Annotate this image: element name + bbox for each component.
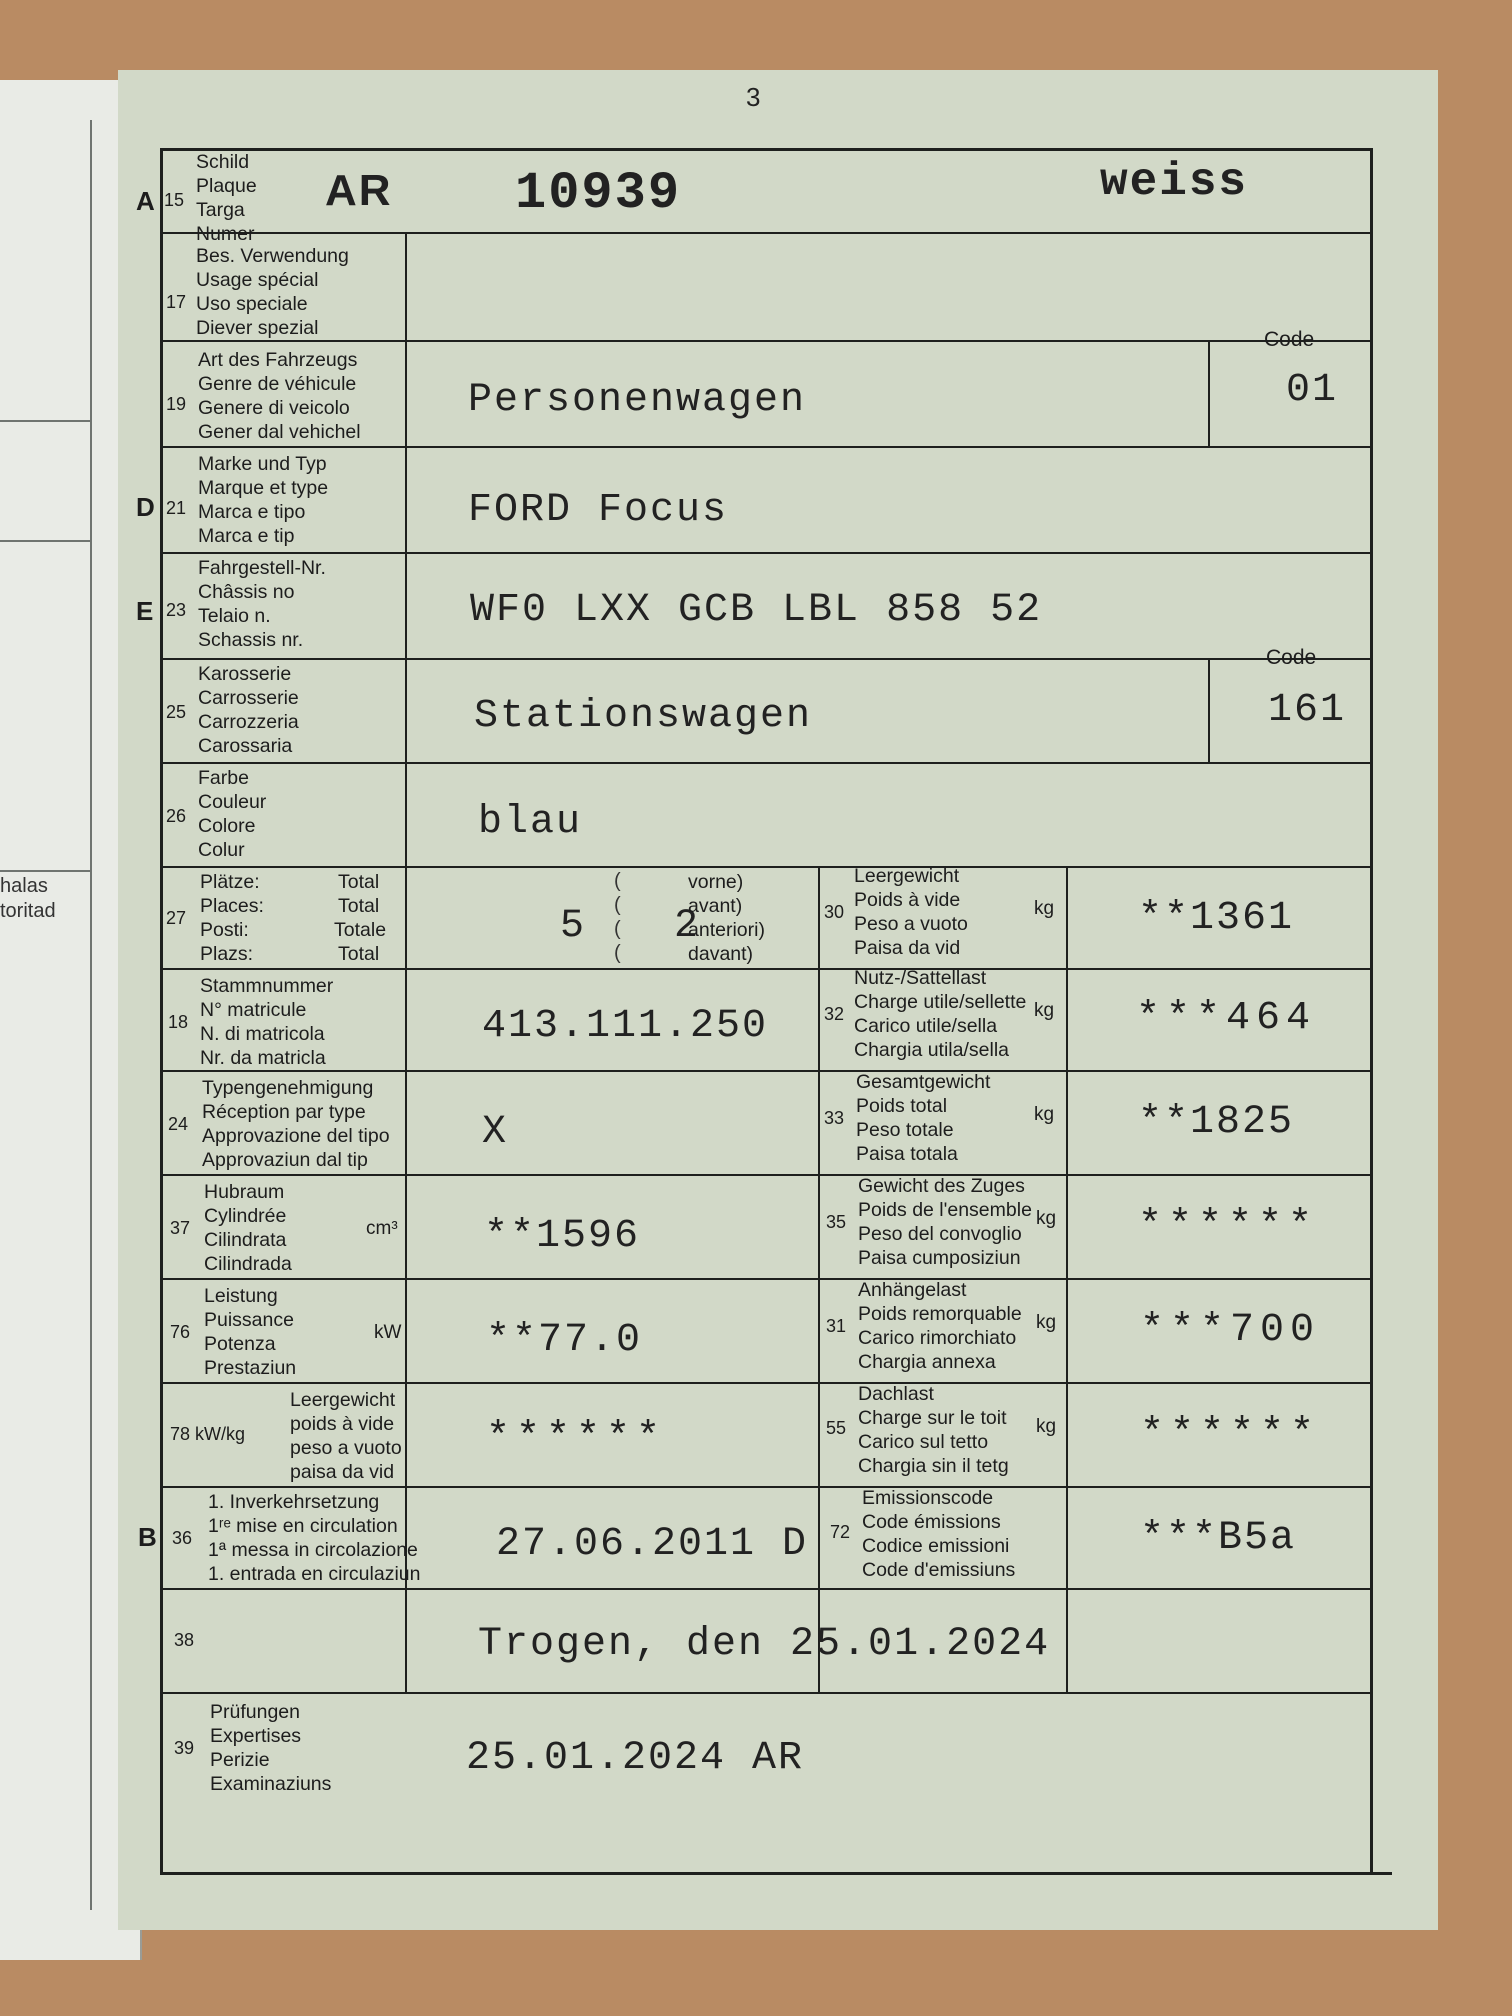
color-label: Farbe	[198, 767, 249, 789]
first-registration-value: 27.06.2011 D	[496, 1522, 809, 1567]
first-registration-label: 1ª messa in circolazione	[208, 1539, 418, 1561]
body-value: Stationswagen	[474, 694, 813, 739]
inspections-label: Perizie	[210, 1749, 270, 1771]
left-page-frame	[0, 120, 92, 1910]
roof-load-label: Charge sur le toit	[858, 1407, 1007, 1429]
unit-kg: kg	[1034, 1104, 1055, 1125]
field-number: 24	[168, 1114, 189, 1134]
chassis-label: Telaio n.	[198, 605, 271, 627]
field-number: 76	[170, 1322, 191, 1342]
displacement-label: Cilindrada	[204, 1253, 292, 1275]
displacement-value: **1596	[484, 1214, 641, 1259]
emission-code-label: Code émissions	[862, 1511, 1001, 1533]
train-weight-label: Gewicht des Zuges	[858, 1175, 1025, 1197]
type-approval-label: Typengenehmigung	[202, 1077, 374, 1099]
field-number: 72	[830, 1522, 851, 1542]
inspections-label: Examinaziuns	[210, 1773, 332, 1795]
field-number: 26	[166, 806, 187, 826]
seats-paren: (	[614, 918, 621, 940]
payload-label: Nutz-/Sattellast	[854, 967, 987, 989]
row-divider	[160, 658, 1372, 660]
roof-load-value: ******	[1140, 1412, 1321, 1457]
empty-weight-label: Poids à vide	[854, 889, 961, 911]
plate-number-value: 10939	[515, 164, 682, 223]
color-label: Couleur	[198, 791, 267, 813]
frame-right	[1370, 148, 1373, 1874]
type-approval-label: Approvazione del tipo	[202, 1125, 390, 1147]
middle-column-divider	[818, 866, 820, 1692]
first-registration-label: 1. entrada en circulaziun	[208, 1563, 421, 1585]
total-weight-label: Paisa totala	[856, 1143, 958, 1165]
power-weight-label: peso a vuoto	[290, 1437, 402, 1459]
displacement-label: Hubraum	[204, 1181, 285, 1203]
inspections-label: Prüfungen	[210, 1701, 300, 1723]
page-number: 3	[746, 82, 761, 112]
trailer-load-label: Carico rimorchiato	[858, 1327, 1017, 1349]
unit-kg: kg	[1034, 898, 1055, 919]
payload-label: Chargia utila/sella	[854, 1039, 1010, 1061]
chassis-label: Châssis no	[198, 581, 295, 603]
weight-value-divider	[1066, 866, 1068, 1692]
registration-number-label: N° matricule	[200, 999, 307, 1021]
field-number: 30	[824, 902, 845, 922]
emission-code-label: Codice emissioni	[862, 1535, 1010, 1557]
plate-canton: AR	[325, 166, 393, 215]
vehicle-type-label: Genere di veicolo	[198, 397, 350, 419]
trailer-load-label: Chargia annexa	[858, 1351, 996, 1373]
empty-weight-label: Leergewicht	[854, 865, 960, 887]
seats-label: Plazs:	[200, 943, 254, 965]
unit-kg: kg	[1036, 1416, 1057, 1437]
chassis-label: Fahrgestell-Nr.	[198, 557, 326, 579]
field-number: 33	[824, 1108, 845, 1128]
left-page-divider	[0, 540, 90, 542]
payload-label: Charge utile/sellette	[854, 991, 1027, 1013]
empty-weight-label: Paisa da vid	[854, 937, 961, 959]
body-label: Karosserie	[198, 663, 292, 685]
unit-kw: kW	[374, 1322, 402, 1343]
field-number: 31	[826, 1316, 847, 1336]
field-number: 78 kW/kg	[170, 1424, 246, 1444]
row-divider	[160, 1486, 1372, 1488]
vehicle-type-code-label: Code	[1264, 328, 1315, 351]
code-column-divider	[1208, 340, 1210, 446]
total-weight-label: Gesamtgewicht	[856, 1071, 991, 1093]
plate-label: Schild	[196, 151, 250, 173]
body-label: Carrosserie	[198, 687, 299, 709]
train-weight-label: Peso del convoglio	[858, 1223, 1022, 1245]
row-divider	[160, 1174, 1372, 1176]
unit-kg: kg	[1036, 1312, 1057, 1333]
seats-paren: (	[614, 894, 621, 916]
left-page-fragment: halas	[0, 875, 48, 897]
place-date-value: Trogen, den 25.01.2024	[478, 1622, 1051, 1667]
vehicle-type-value: Personenwagen	[468, 378, 807, 423]
first-registration-label: 1ʳᵉ mise en circulation	[208, 1515, 398, 1537]
train-weight-value: ******	[1138, 1204, 1319, 1249]
field-number: 15	[164, 190, 185, 210]
emission-code-label: Emissionscode	[862, 1487, 994, 1509]
emission-code-label: Code d'emissiuns	[862, 1559, 1016, 1581]
plate-label: Plaque	[196, 175, 257, 197]
field-number: 38	[174, 1630, 195, 1650]
field-number: 19	[166, 394, 187, 414]
chassis-value: WF0 LXX GCB LBL 858 52	[470, 588, 1043, 633]
frame-left	[160, 148, 163, 1874]
color-label: Colur	[198, 839, 245, 861]
roof-load-label: Chargia sin il tetg	[858, 1455, 1009, 1477]
code-column-divider	[1208, 658, 1210, 762]
plate-color-value: weiss	[1100, 156, 1249, 208]
seats-total-value: 5	[560, 904, 587, 949]
empty-weight-label: Peso a vuoto	[854, 913, 968, 935]
train-weight-label: Paisa cumposiziun	[858, 1247, 1021, 1269]
make-model-label: Marque et type	[198, 477, 329, 499]
body-code-label: Code	[1266, 646, 1317, 669]
vehicle-type-label: Genre de véhicule	[198, 373, 357, 395]
unit-kg: kg	[1034, 1000, 1055, 1021]
seats-front-label: vorne)	[688, 871, 744, 893]
seats-label: Places:	[200, 895, 264, 917]
field-number: 21	[166, 498, 187, 518]
power-weight-label: Leergewicht	[290, 1389, 396, 1411]
row-divider	[160, 1382, 1372, 1384]
row-divider	[160, 340, 1372, 342]
displacement-label: Cylindrée	[204, 1205, 287, 1227]
train-weight-label: Poids de l'ensemble	[858, 1199, 1032, 1221]
side-letter-e: E	[136, 596, 154, 626]
side-letter-a: A	[136, 186, 155, 216]
row-divider	[160, 446, 1372, 448]
body-label: Carrozzeria	[198, 711, 299, 733]
seats-label: Plätze:	[200, 871, 260, 893]
type-approval-label: Réception par type	[202, 1101, 366, 1123]
row-divider	[160, 762, 1372, 764]
vehicle-type-label: Gener dal vehichel	[198, 421, 361, 443]
left-page-divider	[0, 420, 90, 422]
make-model-label: Marca e tip	[198, 525, 295, 547]
frame-top	[160, 148, 1370, 151]
trailer-load-value: ***700	[1140, 1308, 1321, 1353]
power-value: **77.0	[486, 1318, 643, 1363]
side-letter-b: B	[138, 1522, 157, 1552]
seats-front-label: anteriori)	[688, 919, 765, 941]
unit-kg: kg	[1036, 1208, 1057, 1229]
field-number: 36	[172, 1528, 193, 1548]
plate-label: Targa	[196, 199, 245, 221]
registration-number-label: Stammnummer	[200, 975, 334, 997]
row-divider	[160, 1588, 1372, 1590]
seats-total-label: Total	[338, 895, 380, 917]
make-model-label: Marke und Typ	[198, 453, 327, 475]
color-value: blau	[478, 800, 583, 845]
field-number: 23	[166, 600, 187, 620]
seats-total-label: Totale	[334, 919, 387, 941]
power-label: Prestaziun	[204, 1357, 297, 1379]
seats-total-label: Total	[338, 943, 380, 965]
payload-value: ***464	[1136, 996, 1317, 1041]
seats-label: Posti:	[200, 919, 249, 941]
emission-code-value: ***B5a	[1140, 1516, 1297, 1561]
trailer-load-label: Anhängelast	[858, 1279, 967, 1301]
field-number: 17	[166, 292, 187, 312]
left-page-fragment: toritad	[0, 900, 56, 922]
power-weight-label: poids à vide	[290, 1413, 395, 1435]
plate-label: Numer	[196, 223, 255, 245]
power-label: Leistung	[204, 1285, 278, 1307]
make-model-label: Marca e tipo	[198, 501, 306, 523]
row-divider	[160, 1278, 1372, 1280]
label-column-divider	[405, 232, 407, 1692]
row-divider	[160, 968, 1372, 970]
inspections-value: 25.01.2024 AR	[466, 1736, 805, 1781]
registration-number-value: 413.111.250	[482, 1004, 769, 1049]
make-model-value: FORD Focus	[468, 488, 729, 533]
row-divider	[160, 1070, 1372, 1072]
roof-load-label: Carico sul tetto	[858, 1431, 989, 1453]
left-page-divider	[0, 870, 90, 872]
body-label: Carossaria	[198, 735, 293, 757]
side-letter-d: D	[136, 492, 155, 522]
field-number: 25	[166, 702, 187, 722]
field-number: 55	[826, 1418, 847, 1438]
field-number: 37	[170, 1218, 191, 1238]
trailer-load-label: Poids remorquable	[858, 1303, 1022, 1325]
registration-number-label: Nr. da matricla	[200, 1047, 326, 1069]
special-use-label: Uso speciale	[196, 293, 308, 315]
type-approval-value: X	[482, 1110, 509, 1155]
seats-front-label: davant)	[688, 943, 754, 965]
total-weight-value: **1825	[1138, 1100, 1295, 1145]
empty-weight-value: **1361	[1138, 896, 1295, 941]
vehicle-type-label: Art des Fahrzeugs	[198, 349, 358, 371]
total-weight-label: Peso totale	[856, 1119, 954, 1141]
special-use-label: Bes. Verwendung	[196, 245, 349, 267]
field-number: 35	[826, 1212, 847, 1232]
total-weight-label: Poids total	[856, 1095, 948, 1117]
field-number: 39	[174, 1738, 195, 1758]
chassis-label: Schassis nr.	[198, 629, 304, 651]
row-divider	[160, 232, 1372, 234]
power-weight-value: ******	[486, 1416, 667, 1461]
color-label: Colore	[198, 815, 256, 837]
body-code: 161	[1268, 688, 1347, 733]
field-number: 18	[168, 1012, 189, 1032]
frame-bottom	[160, 1872, 1392, 1875]
power-label: Puissance	[204, 1309, 294, 1331]
unit-cm3: cm³	[366, 1218, 398, 1239]
seats-front-value: 2	[674, 904, 701, 949]
inspections-label: Expertises	[210, 1725, 302, 1747]
vehicle-type-code: 01	[1286, 368, 1339, 413]
field-number: 27	[166, 908, 187, 928]
seats-paren: (	[614, 942, 621, 964]
payload-label: Carico utile/sella	[854, 1015, 998, 1037]
seats-total-label: Total	[338, 871, 380, 893]
row-divider	[160, 552, 1372, 554]
registration-number-label: N. di matricola	[200, 1023, 325, 1045]
field-number: 32	[824, 1004, 845, 1024]
displacement-label: Cilindrata	[204, 1229, 287, 1251]
roof-load-label: Dachlast	[858, 1383, 934, 1405]
row-divider	[160, 866, 1372, 868]
seats-front-label: avant)	[688, 895, 743, 917]
row-divider	[160, 1692, 1372, 1694]
special-use-label: Diever spezial	[196, 317, 319, 339]
type-approval-label: Approvaziun dal tip	[202, 1149, 368, 1171]
power-weight-label: paisa da vid	[290, 1461, 395, 1483]
special-use-label: Usage spécial	[196, 269, 319, 291]
seats-paren: (	[614, 870, 621, 892]
first-registration-label: 1. Inverkehrsetzung	[208, 1491, 380, 1513]
power-label: Potenza	[204, 1333, 276, 1355]
